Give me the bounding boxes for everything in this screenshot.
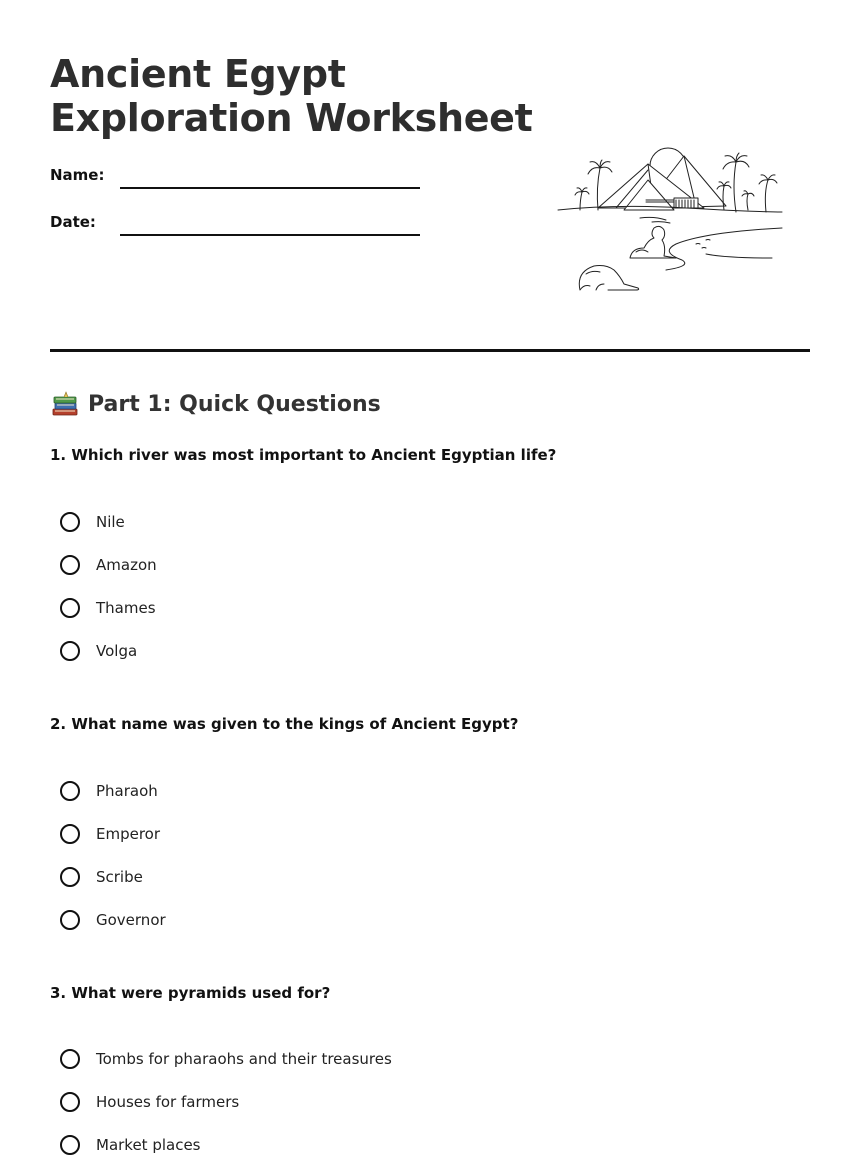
radio-button[interactable] [60, 512, 80, 532]
option-label: Governor [96, 910, 166, 929]
radio-button[interactable] [60, 910, 80, 930]
option-label: Amazon [96, 555, 157, 574]
option-volga[interactable] [60, 629, 157, 672]
name-label: Name: [50, 166, 105, 184]
option-nile[interactable] [60, 500, 157, 543]
radio-button[interactable] [60, 781, 80, 801]
option-label: Pharaoh [96, 781, 158, 800]
option-scribe[interactable] [60, 855, 166, 898]
question-3 [50, 983, 810, 1161]
radio-button[interactable] [60, 1049, 80, 1069]
name-field [50, 166, 430, 196]
option-label: Scribe [96, 867, 143, 886]
option-market-places[interactable] [60, 1123, 392, 1166]
worksheet-page [50, 0, 810, 1161]
page-title [50, 52, 533, 140]
option-label: Houses for farmers [96, 1092, 240, 1111]
radio-button[interactable] [60, 1135, 80, 1155]
radio-button[interactable] [60, 1092, 80, 1112]
option-label: Emperor [96, 824, 161, 843]
title-line-1: Ancient Egypt [50, 52, 346, 96]
option-label: Nile [96, 512, 125, 531]
date-label: Date: [50, 213, 96, 231]
radio-button[interactable] [60, 598, 80, 618]
option-label: Tombs for pharaohs and their treasures [96, 1049, 392, 1068]
option-label: Market places [96, 1135, 201, 1154]
radio-button[interactable] [60, 641, 80, 661]
header-divider [50, 349, 810, 352]
option-label: Thames [96, 598, 156, 617]
question-text: 3. What were pyramids used for? [50, 984, 331, 1002]
question-2 [50, 714, 810, 934]
question-text: 2. What name was given to the kings of Ancient Egypt? [50, 715, 519, 733]
option-pharaoh[interactable] [60, 769, 166, 812]
option-emperor[interactable] [60, 812, 166, 855]
date-input-line[interactable] [120, 234, 420, 236]
option-houses[interactable] [60, 1080, 392, 1123]
section-title [50, 388, 381, 420]
option-governor[interactable] [60, 898, 166, 941]
option-list [60, 1037, 392, 1166]
option-list [60, 769, 166, 941]
question-1 [50, 445, 810, 665]
name-input-line[interactable] [120, 187, 420, 189]
section-title-text: Part 1: Quick Questions [88, 391, 381, 417]
egypt-pyramids-sphinx-illustration [556, 140, 786, 295]
question-text: 1. Which river was most important to Ancient Egyptian life? [50, 446, 557, 464]
radio-button[interactable] [60, 867, 80, 887]
option-tombs[interactable] [60, 1037, 392, 1080]
radio-button[interactable] [60, 555, 80, 575]
date-field [50, 213, 430, 243]
option-thames[interactable] [60, 586, 157, 629]
radio-button[interactable] [60, 824, 80, 844]
option-label: Volga [96, 641, 138, 660]
title-line-2: Exploration Worksheet [50, 96, 533, 140]
books-icon [50, 389, 80, 419]
option-amazon[interactable] [60, 543, 157, 586]
option-list [60, 500, 157, 672]
